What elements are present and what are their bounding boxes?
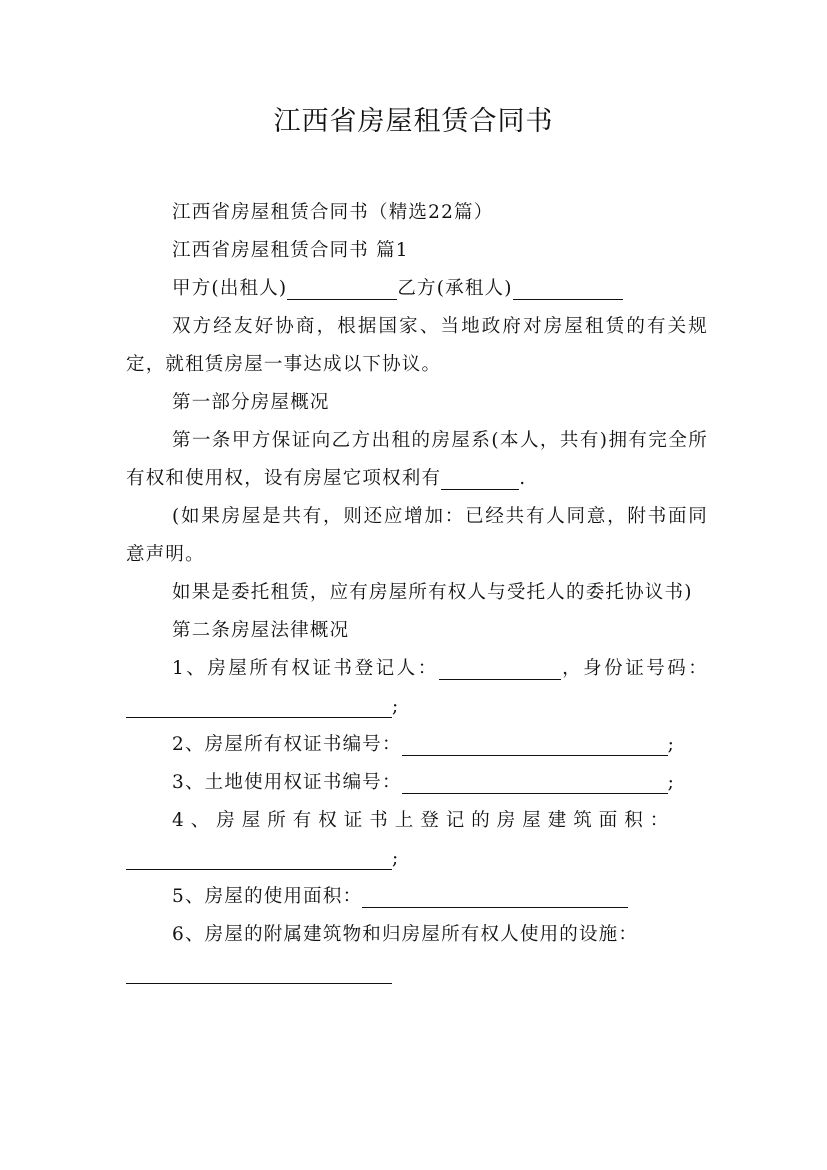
note-shared-paragraph bbox=[126, 498, 708, 574]
note-entrust-paragraph bbox=[126, 574, 708, 612]
parties-line bbox=[126, 270, 708, 308]
item1-label: 1、房屋所有权证书登记人： bbox=[172, 658, 439, 679]
item4-blank-line bbox=[126, 840, 708, 878]
party-a-blank[interactable] bbox=[287, 273, 397, 300]
item4-paragraph bbox=[126, 802, 708, 840]
item1-end: ; bbox=[392, 696, 400, 717]
document-body bbox=[126, 194, 708, 992]
article2-heading-text: 第二条房屋法律概况 bbox=[172, 620, 350, 641]
party-b-label: 乙方(承租人) bbox=[397, 278, 513, 299]
document-title: 江西省房屋租赁合同书 bbox=[273, 106, 554, 137]
item4-end: ; bbox=[392, 848, 400, 869]
party-a-label: 甲方(出租人) bbox=[172, 278, 288, 299]
party-b-blank[interactable] bbox=[513, 273, 623, 300]
item3-end: ; bbox=[667, 772, 676, 793]
id-number-label: ，身份证号码： bbox=[560, 658, 709, 679]
item4-label: 4、房屋所有权证书上登记的房屋建筑面积： bbox=[172, 810, 676, 831]
article2-heading bbox=[126, 612, 708, 650]
item3-paragraph bbox=[126, 764, 708, 802]
note-entrust-text: 如果是委托租赁，应有房屋所有权人与受托人的委托协议书) bbox=[172, 582, 693, 603]
id-number-blank[interactable] bbox=[126, 691, 392, 718]
facilities-blank[interactable] bbox=[126, 957, 392, 984]
item5-label: 5、房屋的使用面积： bbox=[172, 886, 363, 907]
article1-paragraph bbox=[126, 422, 708, 498]
land-cert-blank[interactable] bbox=[402, 767, 668, 794]
part1-heading bbox=[126, 384, 708, 422]
intro-text: 双方经友好协商，根据国家、当地政府对房屋租赁的有关规定，就租赁房屋一事达成以下协议。 bbox=[126, 316, 708, 375]
item1-paragraph bbox=[126, 650, 708, 726]
registrant-blank[interactable] bbox=[439, 653, 561, 680]
intro-paragraph bbox=[126, 308, 708, 384]
article1-end: . bbox=[519, 468, 527, 489]
item2-label: 2、房屋所有权证书编号： bbox=[172, 734, 402, 755]
subtitle-text: 江西省房屋租赁合同书（精选22篇） bbox=[172, 202, 494, 223]
item5-paragraph bbox=[126, 878, 708, 916]
item6-paragraph bbox=[126, 916, 708, 954]
item6-blank-line bbox=[126, 954, 708, 992]
other-rights-blank[interactable] bbox=[441, 463, 519, 490]
article1-text: 第一条甲方保证向乙方出租的房屋系(本人，共有)拥有完全所有权和使用权，设有房屋它项权利有 bbox=[126, 430, 708, 489]
section-heading-text: 江西省房屋租赁合同书 篇1 bbox=[172, 240, 409, 261]
part1-heading-text: 第一部分房屋概况 bbox=[172, 392, 330, 413]
building-area-blank[interactable] bbox=[126, 843, 392, 870]
item2-paragraph bbox=[126, 726, 708, 764]
usable-area-blank[interactable] bbox=[362, 881, 628, 908]
ownership-cert-blank[interactable] bbox=[402, 729, 668, 756]
item3-label: 3、土地使用权证书编号： bbox=[172, 772, 402, 793]
item2-end: ; bbox=[667, 734, 676, 755]
section-heading bbox=[126, 232, 708, 270]
note-shared-text: (如果房屋是共有，则还应增加：已经共有人同意，附书面同意声明。 bbox=[126, 506, 708, 565]
item6-label: 6、房屋的附属建筑物和归房屋所有权人使用的设施： bbox=[172, 924, 639, 945]
document-subtitle bbox=[126, 194, 708, 232]
